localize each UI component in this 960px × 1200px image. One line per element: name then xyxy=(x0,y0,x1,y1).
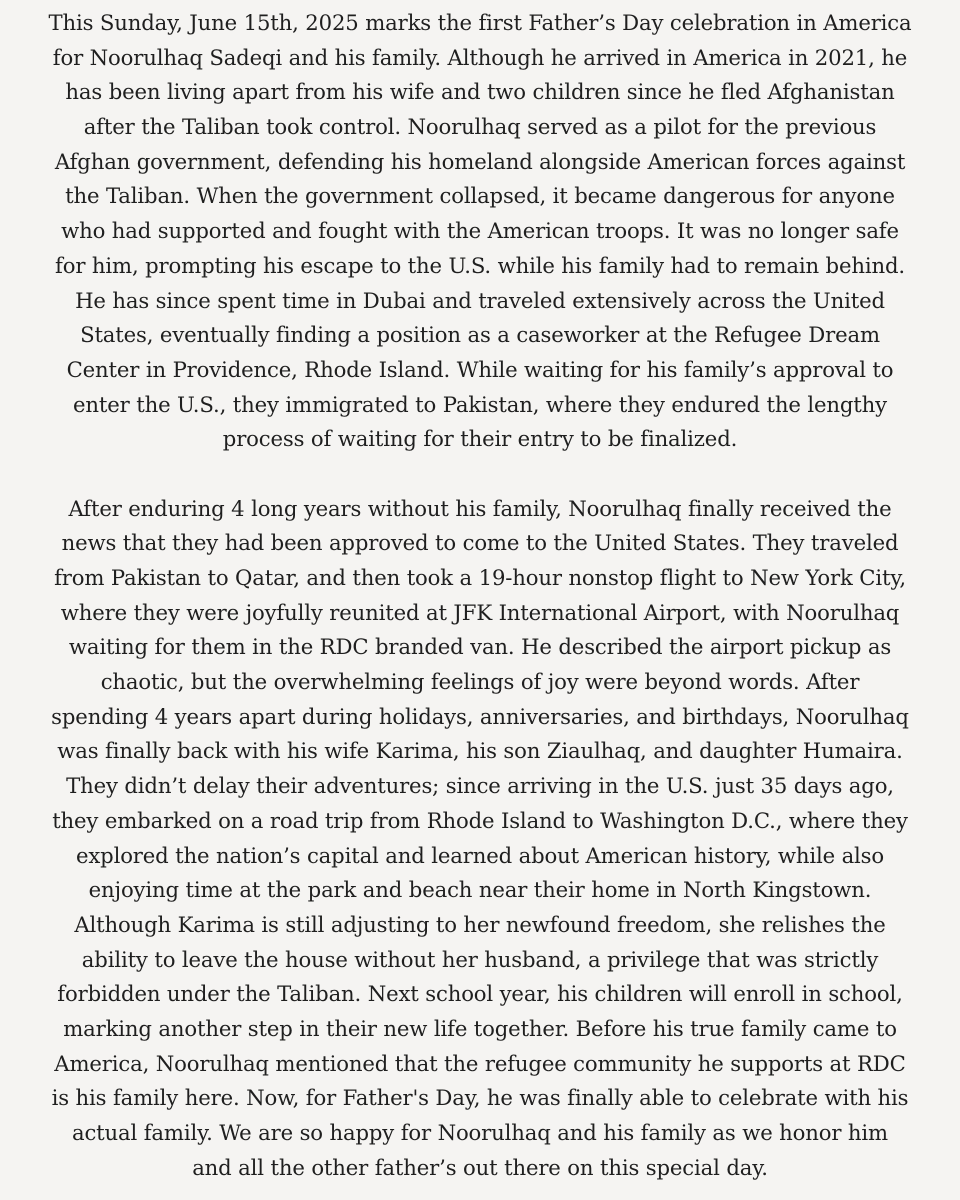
paragraph-line: from Pakistan to Qatar, and then took a 19-hour nonstop flight to New York City, xyxy=(54,565,906,590)
paragraph-line: explored the nation’s capital and learned about American history, while also xyxy=(75,842,885,868)
paragraph-line: enjoying time at the park and beach near their home in North Kingstown. xyxy=(88,877,872,903)
paragraph-line: He has since spent time in Dubai and traveled extensively across the United xyxy=(75,287,885,313)
paragraph-line: for Noorulhaq Sadeqi and his family. Although he arrived in America in 2021, he xyxy=(52,44,908,70)
paragraph-line: Although Karima is still adjusting to her newfound freedom, she relishes the xyxy=(74,911,886,937)
paragraph-line: for him, prompting his escape to the U.S. while his family had to remain behind. xyxy=(55,252,905,278)
paragraph-line: who had supported and fought with the American troops. It was no longer safe xyxy=(61,218,899,244)
paragraph-line: forbidden under the Taliban. Next school year, his children will enroll in school, xyxy=(57,981,903,1007)
paragraph-line: enter the U.S., they immigrated to Pakistan, where they endured the lengthy xyxy=(73,391,887,417)
paragraph-line: ability to leave the house without her husband, a privilege that was strictly xyxy=(81,946,879,972)
paragraph-line: is his family here. Now, for Father's Day, he was finally able to celebrate with his xyxy=(51,1085,909,1111)
paragraph-line: They didn’t delay their adventures; since arriving in the U.S. just 35 days ago, xyxy=(66,773,894,799)
paragraph-line: and all the other father’s out there on this special day. xyxy=(192,1154,768,1180)
paragraph-line: This Sunday, June 15th, 2025 marks the first Father’s Day celebration in America xyxy=(48,10,912,35)
paragraph-line: process of waiting for their entry to be finalized. xyxy=(222,426,738,452)
paragraph-line: chaotic, but the overwhelming feelings of joy were beyond words. After xyxy=(100,669,860,695)
paragraph-line: has been living apart from his wife and two children since he fled Afghanistan xyxy=(65,79,895,105)
paragraph-line: they embarked on a road trip from Rhode Island to Washington D.C., where they xyxy=(52,807,908,833)
article-paragraph-1 xyxy=(14,6,946,457)
paragraph-line: after the Taliban took control. Noorulhaq served as a pilot for the previous xyxy=(83,114,877,140)
paragraph-line: spending 4 years apart during holidays, anniversaries, and birthdays, Noorulhaq xyxy=(51,703,909,729)
paragraph-line: America, Noorulhaq mentioned that the refugee community he supports at RDC xyxy=(54,1050,906,1076)
paragraph-line: news that they had been approved to come to the United States. They traveled xyxy=(61,530,899,556)
paragraph-line: After enduring 4 long years without his family, Noorulhaq finally received the xyxy=(68,495,892,521)
paragraph-line: Afghan government, defending his homeland alongside American forces against xyxy=(54,148,906,174)
paragraph-line: waiting for them in the RDC branded van. He described the airport pickup as xyxy=(68,634,892,660)
article-paragraph-2 xyxy=(14,492,946,1186)
paragraph-line: Center in Providence, Rhode Island. While waiting for his family’s approval to xyxy=(66,356,894,382)
paragraph-line: actual family. We are so happy for Noorulhaq and his family as we honor him xyxy=(71,1120,888,1145)
paragraph-line: States, eventually finding a position as a caseworker at the Refugee Dream xyxy=(80,322,880,348)
paragraph-line: the Taliban. When the government collapsed, it became dangerous for anyone xyxy=(65,183,895,209)
paragraph-gap xyxy=(14,457,946,492)
paragraph-line: marking another step in their new life together. Before his true family came to xyxy=(63,1015,897,1041)
paragraph-line: where they were joyfully reunited at JFK International Airport, with Noorulhaq xyxy=(60,599,900,625)
paragraph-line: was finally back with his wife Karima, his son Ziaulhaq, and daughter Humaira. xyxy=(57,738,903,764)
